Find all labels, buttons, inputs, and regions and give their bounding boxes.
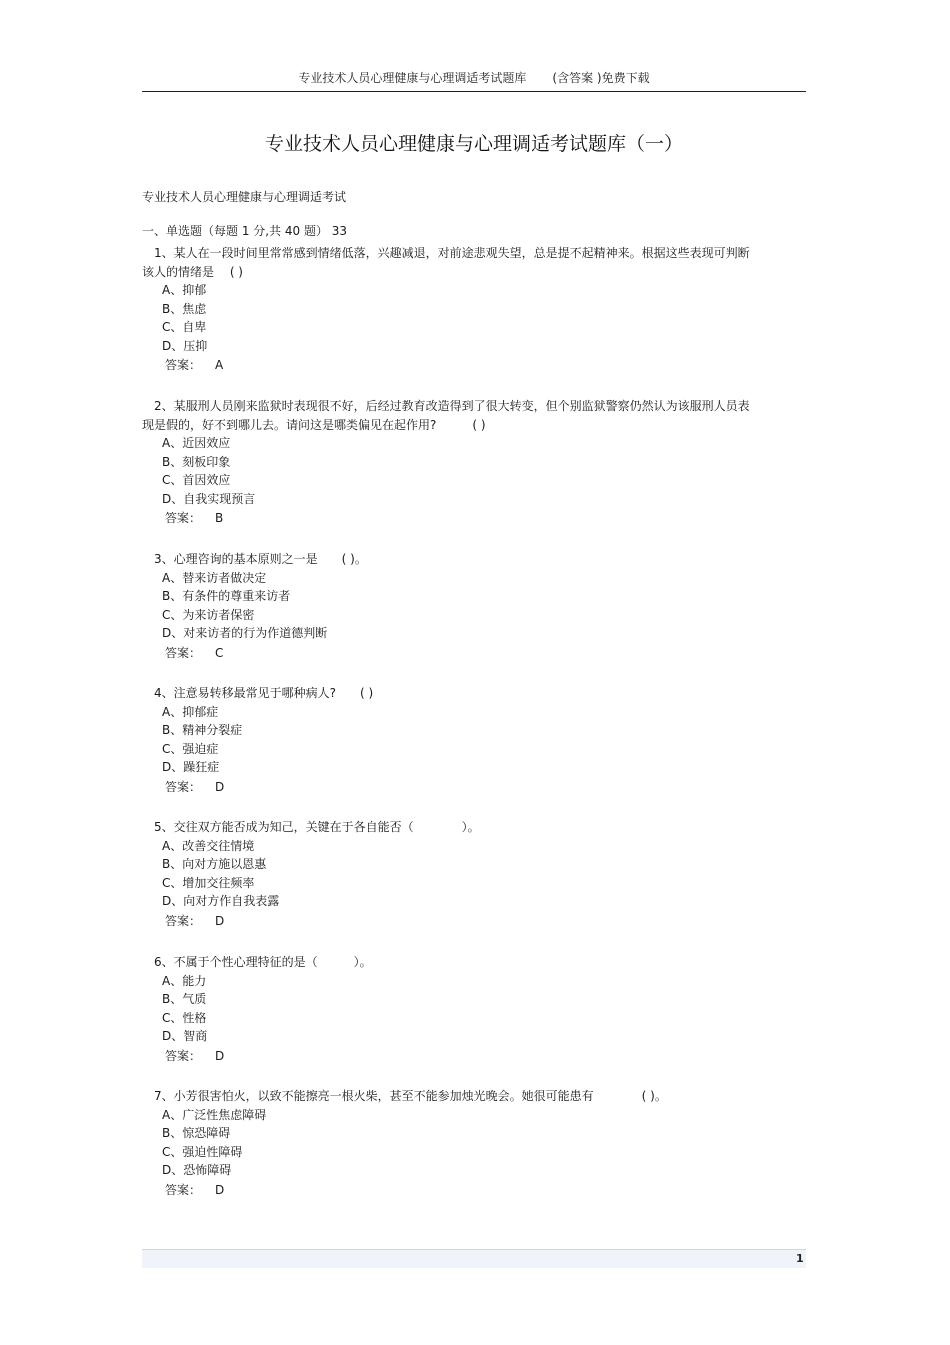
question-stem: 6、不属于个性心理特征的是（ ）。 xyxy=(154,955,372,969)
option-b: B、焦虑 xyxy=(162,301,207,316)
option-c: C、性格 xyxy=(162,1010,207,1025)
question-stem: 1、某人在一段时间里常常感到情绪低落，兴趣减退，对前途悲观失望，总是提不起精神来。根据这些表现可判断该人的情绪是 ( ) xyxy=(142,246,750,279)
answer-label: 答案： xyxy=(165,645,202,660)
question-5 xyxy=(142,818,752,930)
answer-line xyxy=(142,509,752,528)
document-subtitle: 专业技术人员心理健康与心理调适考试 xyxy=(142,190,347,204)
option-d: D、智商 xyxy=(162,1029,208,1043)
answer-label: 答案： xyxy=(165,779,202,794)
answer-value: D xyxy=(215,1182,225,1197)
option-d: D、躁狂症 xyxy=(162,760,220,774)
option-b: B、有条件的尊重来访者 xyxy=(162,589,291,603)
answer-label: 答案： xyxy=(165,913,202,928)
page-title: 专业技术人员心理健康与心理调适考试题库（一） xyxy=(264,133,683,155)
answer-line xyxy=(142,1181,752,1200)
option-a: A、抑郁 xyxy=(162,283,207,297)
footer-bar xyxy=(142,1249,806,1268)
question-7 xyxy=(142,1087,752,1199)
option-c: C、强迫症 xyxy=(162,741,219,756)
header-rule xyxy=(142,91,806,92)
option-a: A、抑郁症 xyxy=(162,704,219,719)
option-b: B、刻板印象 xyxy=(162,454,231,469)
question-2 xyxy=(142,397,752,528)
answer-value: A xyxy=(215,358,224,372)
option-a: A、近因效应 xyxy=(162,436,231,450)
option-b: B、惊恐障碍 xyxy=(162,1126,231,1140)
section-heading: 一、单选题（每题 1 分,共 40 题） 33 xyxy=(142,224,348,238)
answer-line xyxy=(142,1047,752,1066)
question-3 xyxy=(142,550,752,662)
answer-value: D xyxy=(215,1048,225,1063)
answer-line xyxy=(142,912,752,931)
option-d: D、对来访者的行为作道德判断 xyxy=(162,626,328,640)
question-4 xyxy=(142,684,752,796)
answer-value: C xyxy=(215,645,224,660)
answer-line xyxy=(142,644,752,663)
option-a: A、改善交往情境 xyxy=(162,838,255,853)
option-b: B、精神分裂症 xyxy=(162,723,243,737)
option-d: D、向对方作自我表露 xyxy=(162,894,280,908)
answer-value: D xyxy=(215,913,225,928)
option-d: D、自我实现预言 xyxy=(162,491,256,506)
answer-value: D xyxy=(215,779,225,794)
option-c: C、自卑 xyxy=(162,320,207,334)
question-6 xyxy=(142,953,752,1065)
answer-line xyxy=(142,356,752,375)
answer-label: 答案： xyxy=(165,1048,202,1063)
answer-label: 答案： xyxy=(165,1182,202,1197)
answer-label: 答案： xyxy=(165,511,202,525)
question-1 xyxy=(142,244,752,375)
option-a: A、能力 xyxy=(162,973,207,988)
running-header-note: (含答案 )免费下载 xyxy=(552,71,650,85)
running-header xyxy=(142,69,806,86)
option-d: D、恐怖障碍 xyxy=(162,1163,232,1177)
option-c: C、增加交往频率 xyxy=(162,875,255,890)
page-number: 1 xyxy=(796,1252,804,1265)
running-header-title: 专业技术人员心理健康与心理调适考试题库 xyxy=(298,71,527,85)
question-stem: 4、注意易转移最常见于哪种病人? ( ) xyxy=(154,686,374,700)
answer-value: B xyxy=(215,511,224,525)
question-stem: 2、某服刑人员刚来监狱时表现很不好，后经过教育改造得到了很大转变，但个别监狱警察仍然认为该服刑人员表现是假的，好不到哪儿去。请问这是哪类偏见在起作用? ( ) xyxy=(142,399,750,432)
option-a: A、广泛性焦虑障碍 xyxy=(162,1107,267,1122)
option-c: C、首因效应 xyxy=(162,473,231,487)
question-stem: 7、小芳很害怕火，以致不能擦亮一根火柴，甚至不能参加烛光晚会。她很可能患有 ( )。 xyxy=(154,1089,667,1103)
option-d: D、压抑 xyxy=(162,338,208,353)
answer-label: 答案： xyxy=(165,358,202,372)
option-c: C、强迫性障碍 xyxy=(162,1144,243,1159)
option-a: A、替来访者做决定 xyxy=(162,570,267,585)
answer-line xyxy=(142,778,752,797)
option-b: B、向对方施以恩惠 xyxy=(162,857,267,871)
question-stem: 3、心理咨询的基本原则之一是 ( )。 xyxy=(154,552,367,566)
option-c: C、为来访者保密 xyxy=(162,607,255,622)
question-stem: 5、交往双方能否成为知己，关键在于各自能否（ ）。 xyxy=(154,820,480,834)
option-b: B、气质 xyxy=(162,992,207,1006)
